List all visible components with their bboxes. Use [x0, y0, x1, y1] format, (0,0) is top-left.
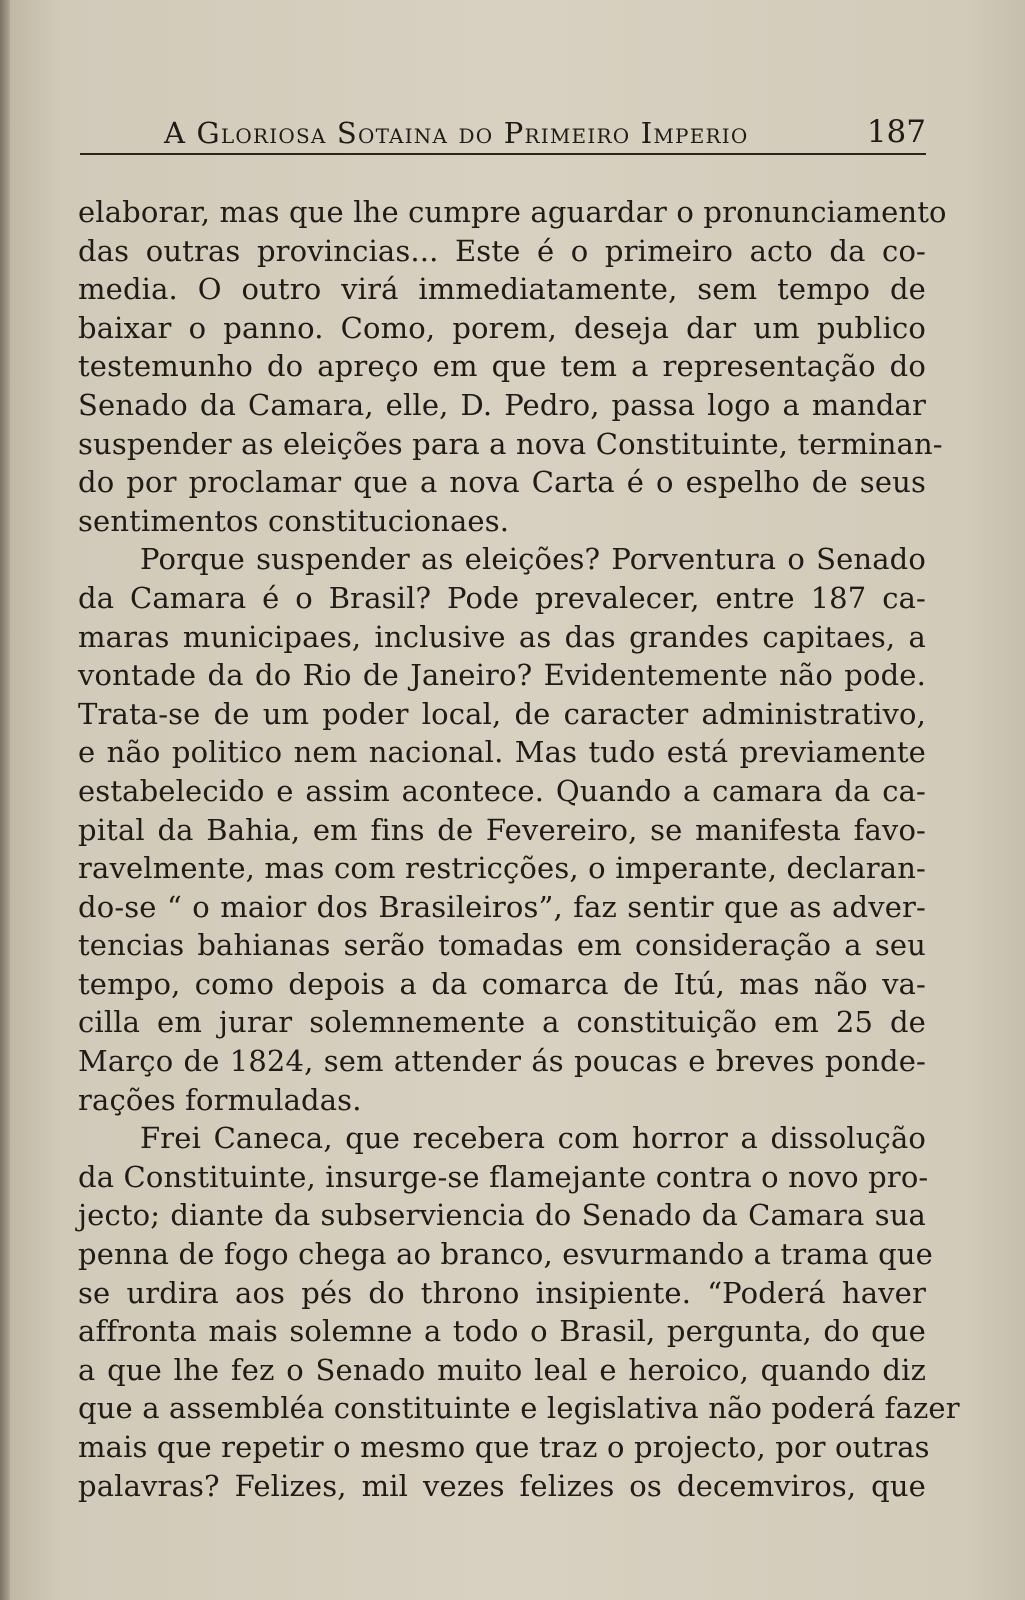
text-line: suspender as eleições para a nova Constituinte, terminan-: [78, 426, 943, 461]
text-line: das outras provincias... Este é o primeiro acto da co-: [78, 233, 926, 268]
text-line: do por proclamar que a nova Carta é o espelho de seus: [78, 465, 926, 500]
text-line: maras municipaes, inclusive as das grandes capitaes, a: [78, 619, 926, 654]
text-line: Trata-se de um poder local, de caracter administrativo,: [78, 696, 926, 731]
page-gutter-shadow: [0, 0, 10, 1600]
text-line: jecto; diante da subserviencia do Senado da Camara sua: [78, 1198, 926, 1233]
text-line: mais que repetir o mesmo que traz o projecto, por outras: [78, 1430, 930, 1464]
text-line: cilla em jurar solemnemente a constituição em 25 de: [78, 1005, 926, 1040]
text-line: rações formuladas.: [78, 1082, 362, 1117]
text-line: penna de fogo chega ao branco, esvurmando a trama que: [78, 1237, 933, 1272]
text-line: testemunho do apreço em que tem a representação do: [78, 349, 926, 384]
page-header: [80, 112, 926, 158]
text-line: tencias bahianas serão tomadas em consideração a seu: [78, 928, 926, 963]
text-line: e não politico nem nacional. Mas tudo está previamente: [78, 735, 926, 770]
text-line: baixar o panno. Como, porem, deseja dar um publico: [78, 310, 926, 345]
text-line: affronta mais solemne a todo o Brasil, pergunta, do que: [78, 1314, 926, 1349]
text-line: ravelmente, mas com restricções, o imperante, declaran-: [78, 851, 926, 886]
header-rule: [80, 153, 926, 155]
text-line: tempo, como depois a da comarca de Itú, mas não va-: [78, 966, 926, 1001]
page-number: 187: [866, 114, 926, 150]
text-line: da Constituinte, insurge-se flamejante contra o novo pro-: [78, 1159, 929, 1194]
paragraph-first-line: Frei Caneca, que recebera com horror a dissolução: [140, 1121, 926, 1156]
text-line: palavras? Felizes, mil vezes felizes os decemviros, que: [78, 1468, 926, 1503]
text-line: Março de 1824, sem attender ás poucas e breves ponde-: [78, 1044, 926, 1079]
text-line: vontade da do Rio de Janeiro? Evidentemente não pode.: [78, 658, 926, 693]
body-text: [78, 193, 960, 1505]
text-line: da Camara é o Brasil? Pode prevalecer, entre 187 ca-: [78, 580, 926, 615]
text-line: Senado da Camara, elle, D. Pedro, passa logo a mandar: [78, 387, 926, 422]
text-line: sentimentos constitucionaes.: [78, 503, 510, 538]
text-line: elaborar, mas que lhe cumpre aguardar o pronunciamento: [78, 195, 947, 229]
text-line: estabelecido e assim acontece. Quando a camara da ca-: [78, 773, 926, 808]
text-line: do-se “ o maior dos Brasileiros”, faz sentir que as adver-: [78, 889, 926, 924]
text-line: a que lhe fez o Senado muito leal e heroico, quando diz: [78, 1352, 926, 1387]
text-line: que a assembléa constituinte e legislativa não poderá fazer: [78, 1391, 960, 1426]
text-line: pital da Bahia, em fins de Fevereiro, se manifesta favo-: [78, 812, 926, 847]
paragraph-first-line: Porque suspender as eleições? Porventura o Senado: [140, 542, 926, 577]
text-line: media. O outro virá immediatamente, sem tempo de: [78, 272, 926, 307]
text-line: se urdira aos pés do throno insipiente. “Poderá haver: [78, 1275, 926, 1310]
running-title: A Gloriosa Sotaina do Primeiro Imperio: [164, 116, 749, 150]
